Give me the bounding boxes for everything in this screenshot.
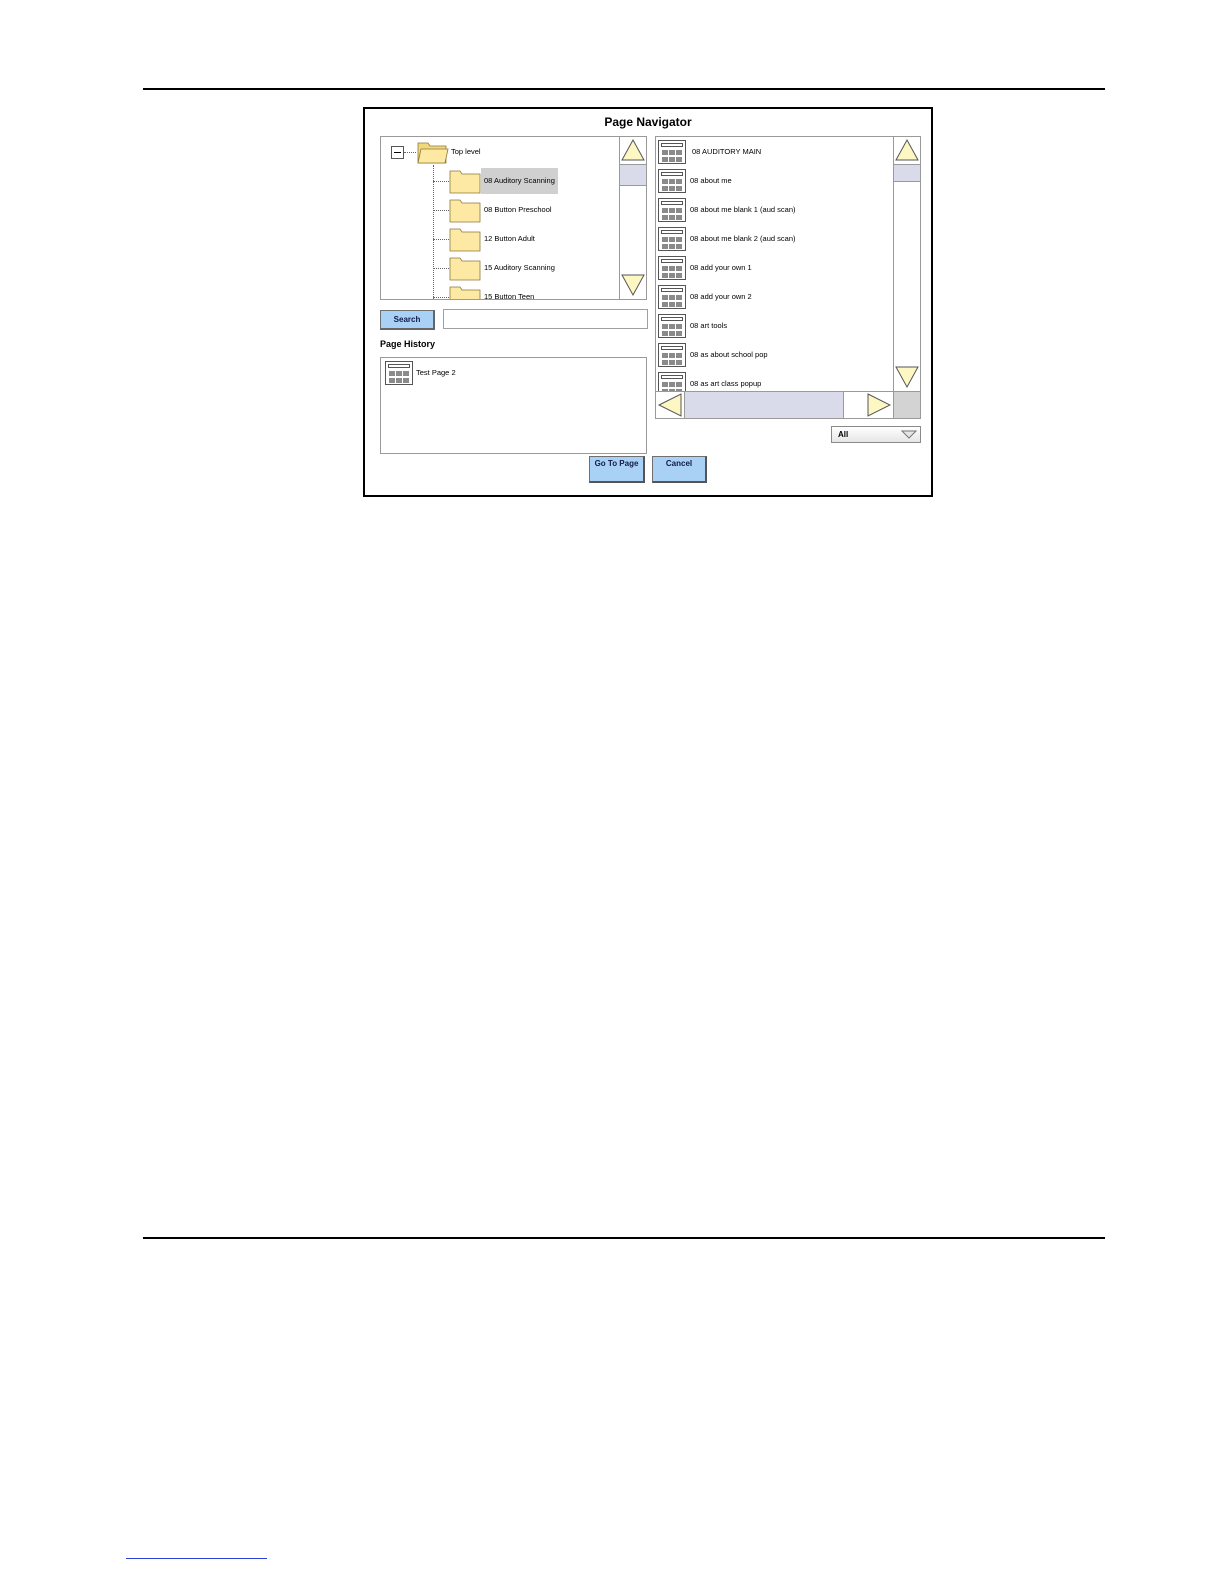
page-item-label[interactable]: 08 AUDITORY MAIN	[692, 147, 762, 156]
page-grid-icon	[658, 227, 686, 251]
search-button[interactable]: Search	[380, 310, 435, 330]
chevron-down-icon	[901, 430, 917, 439]
tree-item-label[interactable]: 12 Button Adult	[484, 234, 535, 243]
dialog-title: Page Navigator	[604, 115, 692, 129]
footer-link-underline	[126, 1558, 267, 1559]
page-item-label[interactable]: 08 about me blank 2 (aud scan)	[690, 234, 796, 243]
page-item-label[interactable]: 08 art tools	[690, 321, 728, 330]
folder-icon	[449, 255, 481, 281]
page-grid-icon	[658, 285, 686, 309]
tree-item-label[interactable]: 08 Button Preschool	[484, 205, 552, 214]
page-item-label[interactable]: 08 about me blank 1 (aud scan)	[690, 205, 796, 214]
tree-item-label[interactable]: 15 Auditory Scanning	[484, 263, 555, 272]
folder-icon	[449, 197, 481, 223]
page-grid-icon	[658, 256, 686, 280]
page-grid-icon	[658, 140, 686, 164]
triangle-down-icon	[895, 365, 919, 389]
folder-icon	[449, 168, 481, 194]
folder-icon	[449, 284, 481, 299]
tree-vertical-scrollbar[interactable]	[619, 137, 646, 299]
scroll-thumb[interactable]	[620, 164, 646, 186]
scroll-thumb[interactable]	[894, 164, 920, 182]
triangle-up-icon	[621, 138, 645, 162]
scrollbar-corner	[893, 391, 920, 418]
page-navigator-dialog	[363, 107, 933, 497]
page-grid-icon	[658, 343, 686, 367]
tree-root-label[interactable]: Top level	[451, 147, 481, 156]
page-item-label[interactable]: 08 as art class popup	[690, 379, 762, 388]
triangle-up-icon	[895, 138, 919, 162]
tree-connector	[433, 268, 449, 269]
page-history-label: Page History	[380, 339, 436, 349]
tree-connector	[433, 297, 449, 298]
scroll-right-button[interactable]	[866, 393, 892, 417]
pages-list-panel	[655, 136, 921, 419]
page-grid-icon	[658, 198, 686, 222]
tree-connector	[433, 165, 434, 299]
triangle-right-icon	[866, 393, 892, 417]
scroll-up-button[interactable]	[621, 138, 645, 162]
pages-vertical-scrollbar[interactable]	[893, 137, 920, 391]
folder-icon	[449, 226, 481, 252]
go-to-page-button[interactable]: Go To Page	[589, 456, 645, 483]
triangle-left-icon	[657, 393, 683, 417]
header-rule	[143, 88, 1105, 90]
page-grid-icon	[658, 372, 686, 391]
triangle-down-icon	[621, 273, 645, 297]
page-item-label[interactable]: 08 about me	[690, 176, 732, 185]
history-item-label[interactable]: Test Page 2	[416, 368, 456, 377]
page-item-label[interactable]: 08 add your own 2	[690, 292, 752, 301]
tree-connector	[404, 152, 416, 153]
pages-horizontal-scrollbar[interactable]	[656, 391, 893, 418]
scroll-thumb[interactable]	[684, 392, 844, 418]
page-item-label[interactable]: 08 add your own 1	[690, 263, 752, 272]
tree-connector	[433, 210, 449, 211]
page-grid-icon	[658, 314, 686, 338]
folder-tree-panel	[380, 136, 647, 300]
tree-connector	[433, 181, 449, 182]
tree-connector	[433, 239, 449, 240]
page-history-list	[380, 357, 647, 454]
cancel-button[interactable]: Cancel	[652, 456, 707, 483]
scroll-up-button[interactable]	[895, 138, 919, 162]
pages-list	[656, 137, 893, 391]
dropdown-selected-value: All	[838, 430, 849, 439]
page-grid-icon	[658, 169, 686, 193]
collapse-toggle[interactable]	[391, 146, 404, 159]
folder-tree	[381, 137, 619, 299]
scroll-left-button[interactable]	[657, 393, 683, 417]
page-grid-icon	[385, 361, 413, 385]
tree-item-label[interactable]: 08 Auditory Scanning	[481, 168, 558, 194]
page-item-label[interactable]: 08 as about school pop	[690, 350, 768, 359]
footer-rule	[143, 1237, 1105, 1239]
tree-item-label[interactable]: 15 Button Teen	[484, 292, 535, 299]
search-input[interactable]	[443, 309, 648, 329]
open-folder-icon	[417, 139, 449, 165]
scroll-down-button[interactable]	[895, 365, 919, 389]
page-filter-dropdown[interactable]	[831, 426, 921, 443]
scroll-down-button[interactable]	[621, 273, 645, 297]
